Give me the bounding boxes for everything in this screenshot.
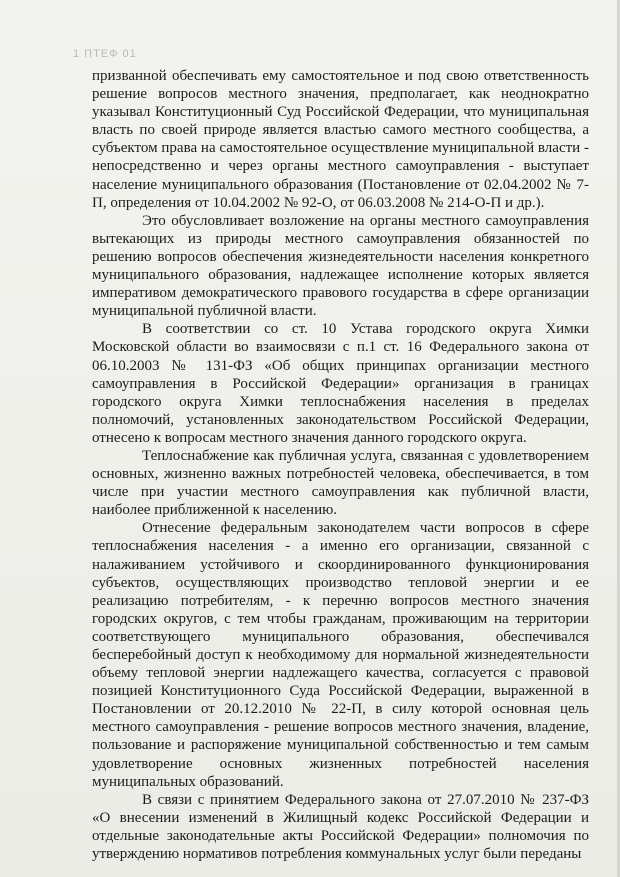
paragraph: В связи с принятием Федерального закона от 27.07.2010 № 237-ФЗ «О внесении изменений в Жилищный кодекс Российской Федерации и отдельные законодательные акты Российской Федерации» полномочия по утверждению нормативов потребления коммунальных услуг были переданы — [92, 791, 589, 863]
paragraph-continuation: призванной обеспечивать ему самостоятельное и под свою ответственность решение вопросов местного значения, предполагает, как неоднократно указывал Конституционный Суд Российской Федерации, что муниципальная власть по своей природе является властью самого местного сообщества, а субъектом права на самостоятельное осуществление муниципальной власти - непосредственно и через органы местного самоуправления - выступает население муниципального образования (Постановление от 02.04.2002 № 7-П, определения от 10.04.2002 № 92-О, от 06.03.2008 № 214-О-П и др.). — [92, 68, 589, 211]
paragraph: В соответствии со ст. 10 Устава городского округа Химки Московской области во взаимосвязи с п.1 ст. 16 Федерального закона от 06.10.2003 № 131-ФЗ «Об общих принципах организации местного самоуправления в Российской Федерации» организация в границах городского округа Химки теплоснабжения населения в пределах полномочий, установленных законодательством Российской Федерации, отнесено к вопросам местного значения данного городского округа. — [92, 321, 589, 446]
header-mark: 1 ПТЕФ 01 — [73, 48, 137, 60]
paragraph: Это обусловливает возложение на органы местного самоуправления вытекающих из природы местного самоуправления обязанностей по решению вопросов обеспечения жизнедеятельности населения конкретного муниципального образования, надлежащее исполнение которых является императивом демократического правового государства в сфере организации муниципальной публичной власти. — [92, 212, 589, 320]
paragraph: Теплоснабжение как публичная услуга, связанная с удовлетворением основных, жизненно важных потребностей человека, обеспечивается, в том числе при участии местного самоуправления как публичной власти, наиболее приближенной к населению. — [92, 447, 589, 519]
paragraph: Отнесение федеральным законодателем части вопросов в сфере теплоснабжения населения - а именно его организации, связанной с налаживанием устойчивого и скоординированного функционирования субъектов, осуществляющих производство тепловой энергии и ее реализацию потребителям, - к перечню вопросов местного значения городских округов, с тем чтобы гражданам, проживающим на территории соответствующего муниципального образования, обеспечивался бесперебойный доступ к необходимому для нормальной жизнедеятельности объему тепловой энергии надлежащего качества, согласуется с правовой позицией Конституционного Суда Российской Федерации, выраженной в Постановлении от 20.12.2010 № 22-П, в силу которой основная цель местного самоуправления - решение вопросов местного значения, владение, пользование и распоряжение муниципальной собственностью и тем самым удовлетворение основных жизненных потребностей населения муниципальных образований. — [92, 520, 589, 790]
document-body — [92, 67, 589, 863]
